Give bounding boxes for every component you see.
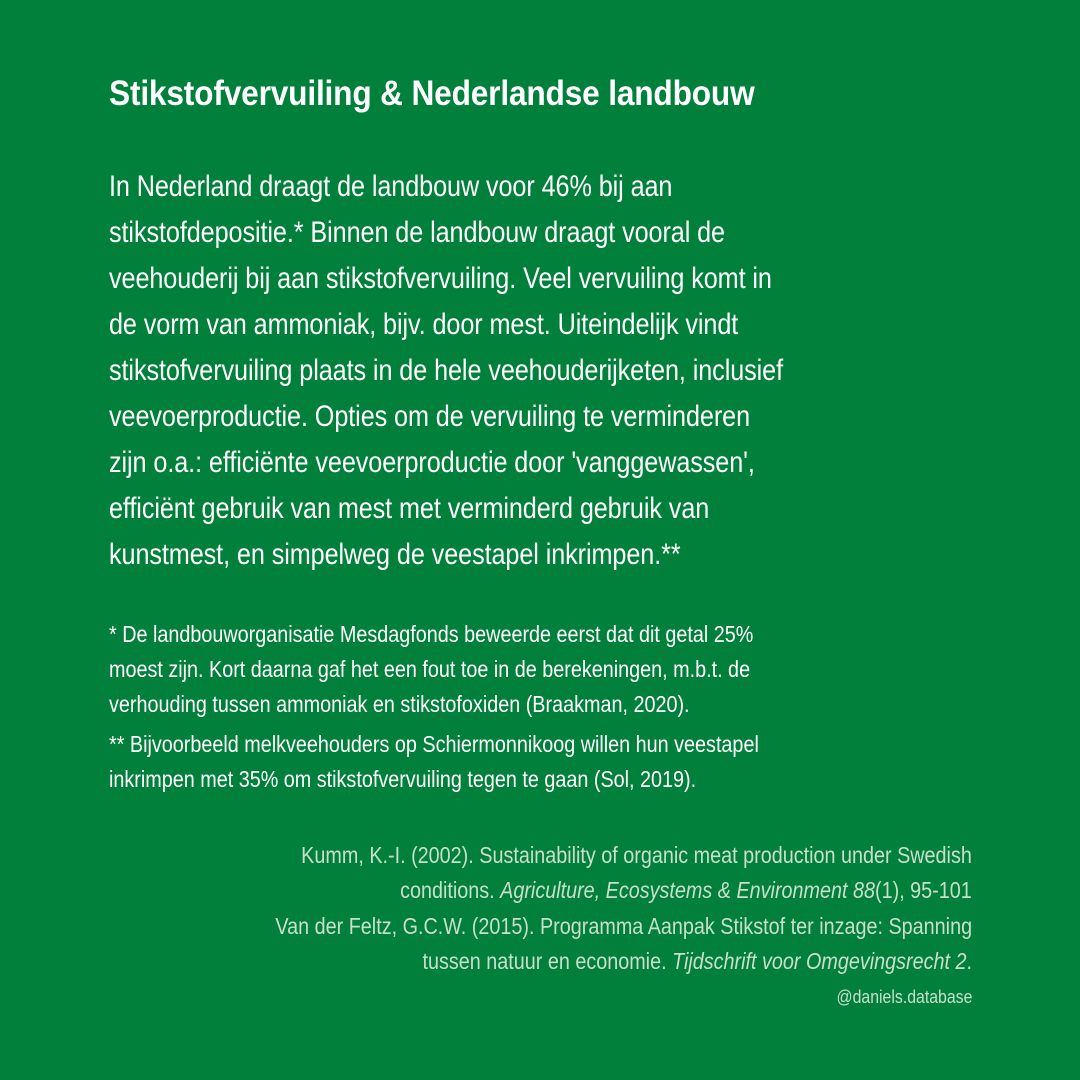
page-title: Stikstofvervuiling & Nederlandse landbouw <box>109 74 755 113</box>
body-line: stikstofvervuiling plaats in de hele veehouderijketen, inclusief <box>109 354 784 387</box>
journal-title: Tijdschrift voor Omgevingsrecht 2 <box>672 948 967 974</box>
footnote-line: * De landbouworganisatie Mesdagfonds beweerde eerst dat dit getal 25% <box>109 621 754 647</box>
reference-text: . <box>966 948 972 974</box>
footnote-line: verhouding tussen ammoniak en stikstofoxiden (Braakman, 2020). <box>109 691 690 717</box>
footnote-line: inkrimpen met 35% om stikstofvervuiling tegen te gaan (Sol, 2019). <box>109 766 697 792</box>
body-line: kunstmest, en simpelweg de veestapel inkrimpen.** <box>109 538 681 571</box>
body-line: stikstofdepositie.* Binnen de landbouw draagt vooral de <box>109 216 725 249</box>
journal-title: Agriculture, Ecosystems & Environment 88 <box>500 877 876 903</box>
reference-line: Van der Feltz, G.C.W. (2015). Programma Aanpak Stikstof ter inzage: Spanning <box>275 913 972 939</box>
footnote-line: moest zijn. Kort daarna gaf het een fout toe in de berekeningen, m.b.t. de <box>109 656 751 682</box>
body-line: veevoerproductie. Opties om de vervuiling te verminderen <box>109 400 751 433</box>
reference-line: Kumm, K.-I. (2002). Sustainability of organic meat production under Swedish <box>301 842 972 868</box>
reference-text: tussen natuur en economie. <box>422 948 673 974</box>
reference-text: (1), 95-101 <box>875 877 972 903</box>
body-line: de vorm van ammoniak, bijv. door mest. Uiteindelijk vindt <box>109 308 739 341</box>
footnote-line: ** Bijvoorbeeld melkveehouders op Schiermonnikoog willen hun veestapel <box>109 731 759 757</box>
author-handle: @daniels.database <box>836 987 972 1007</box>
body-line: veehouderij bij aan stikstofvervuiling. Veel vervuiling komt in <box>109 262 772 295</box>
body-line: In Nederland draagt de landbouw voor 46% bij aan <box>109 170 673 203</box>
reference-text: conditions. <box>400 877 501 903</box>
reference-line <box>422 948 972 975</box>
body-line: efficiënt gebruik van mest met verminderd gebruik van <box>109 492 710 525</box>
reference-line <box>400 877 972 904</box>
body-line: zijn o.a.: efficiënte veevoerproductie door 'vanggewassen', <box>109 446 755 479</box>
